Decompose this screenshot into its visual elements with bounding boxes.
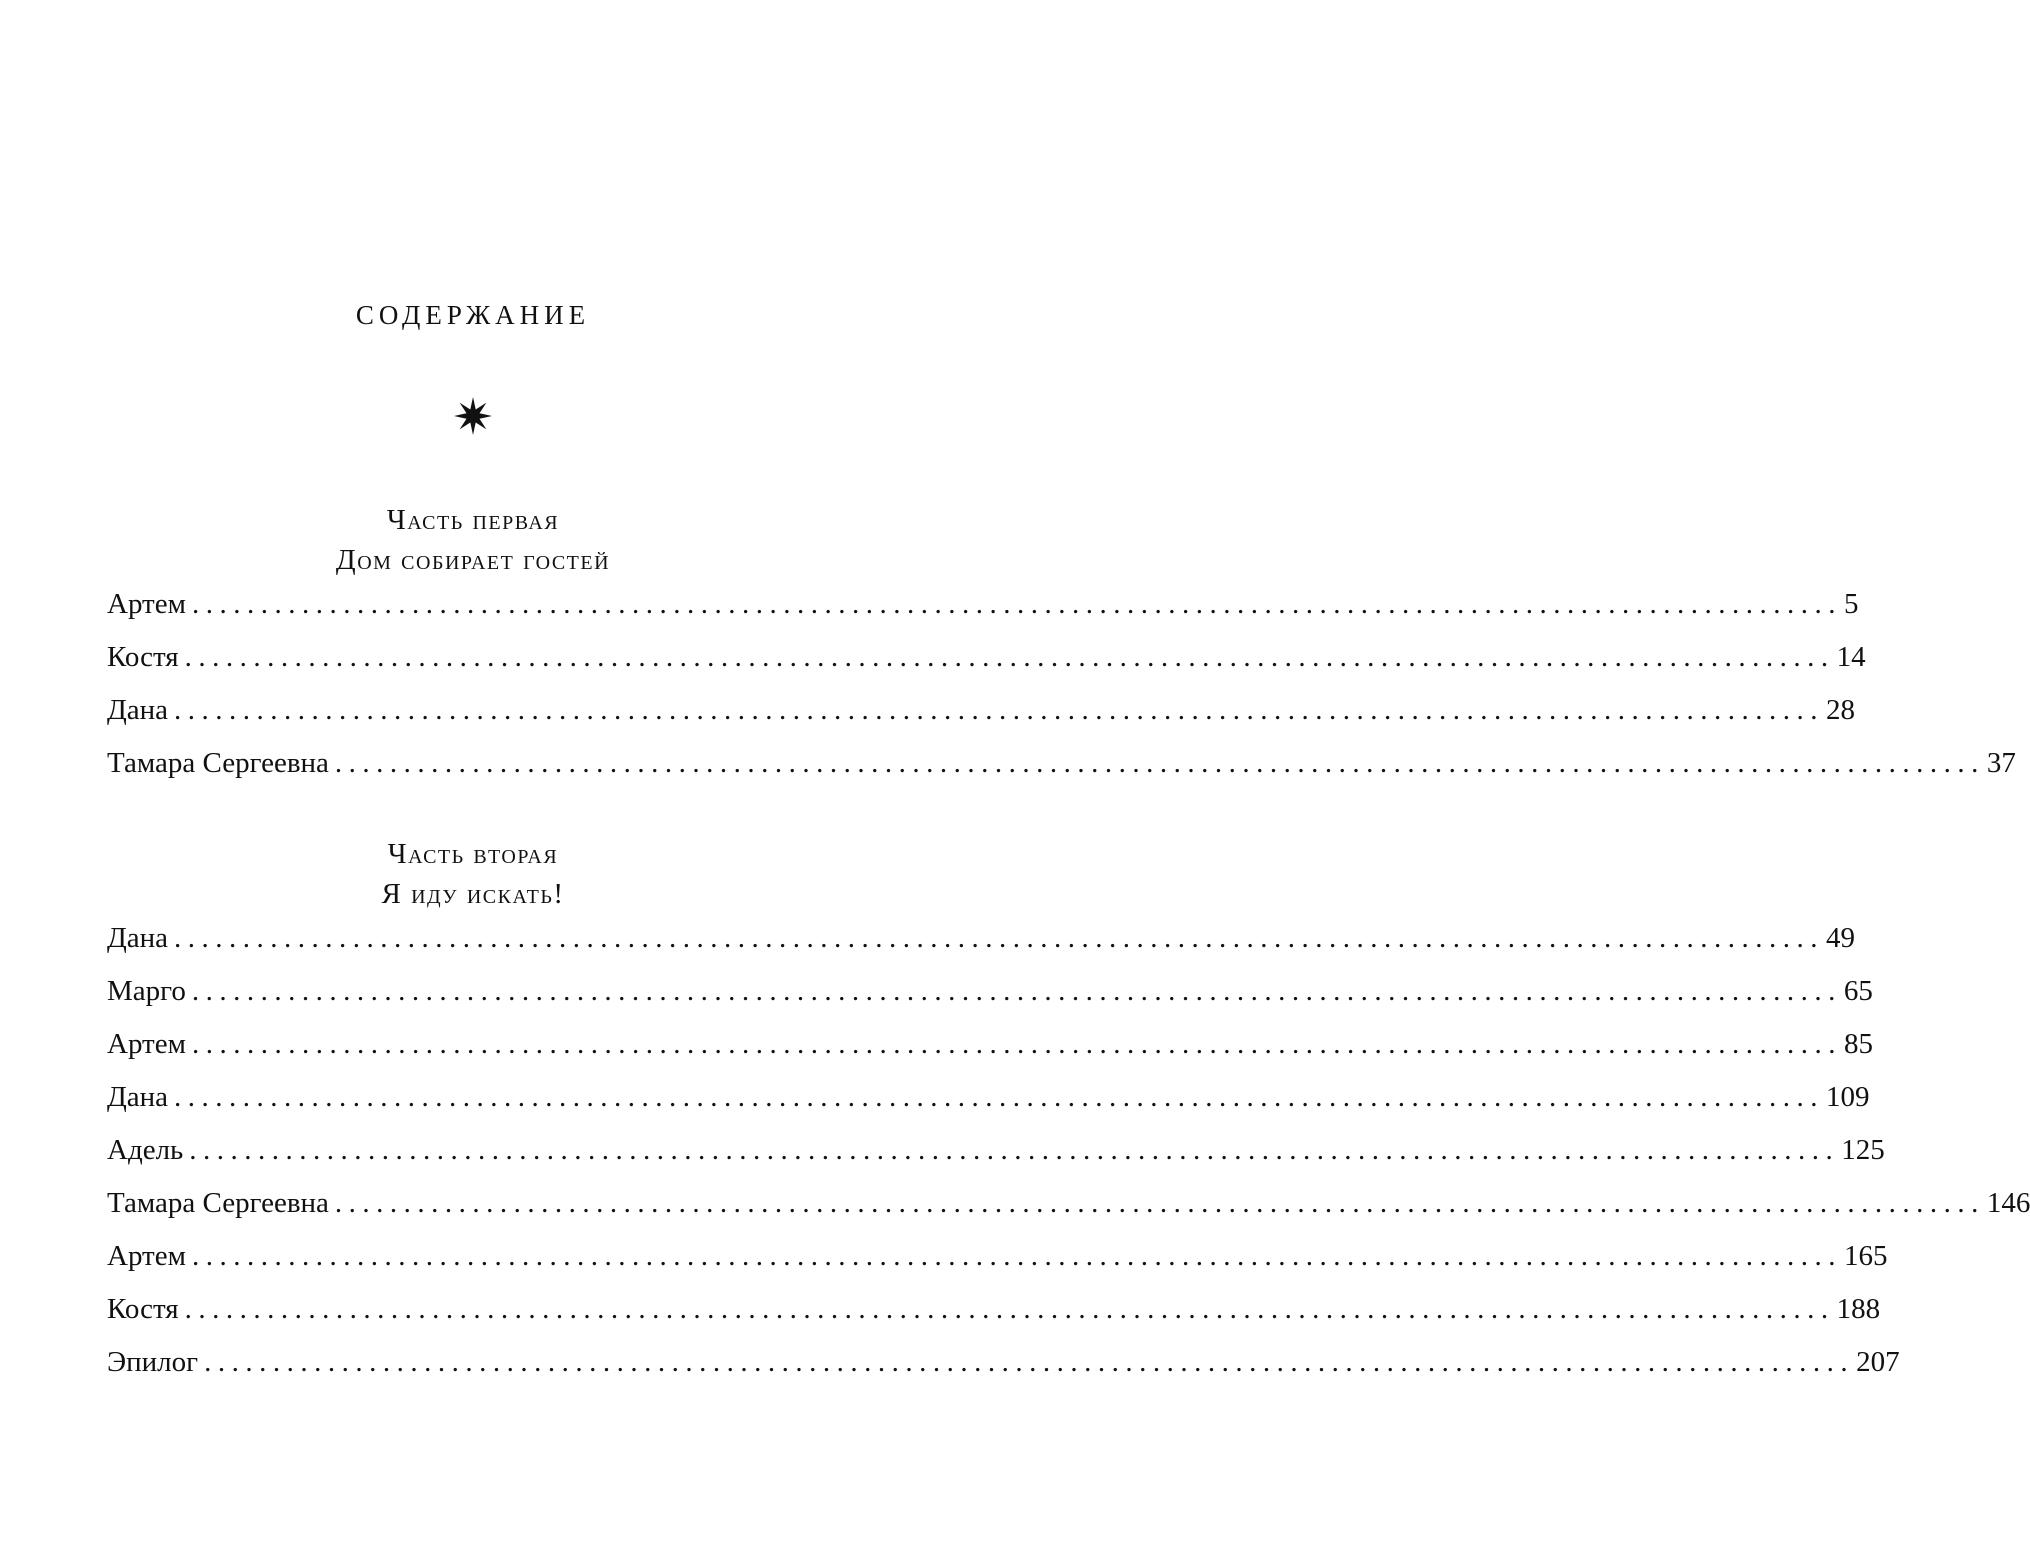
toc-leader-dots: ........................................................................................................................	[184, 641, 1835, 673]
toc-entry-title: Дана	[107, 1081, 169, 1113]
toc-entry[interactable]	[107, 1024, 1873, 1077]
toc-entry-page: 49	[1826, 922, 1856, 954]
toc-entry[interactable]	[107, 918, 1856, 971]
toc-leader-dots: ........................................................................................................................	[174, 694, 1825, 726]
toc-entry[interactable]	[107, 1077, 1870, 1130]
toc-leader-dots: ........................................................................................................................	[174, 1081, 1825, 1113]
toc-entry-page: 207	[1856, 1346, 1900, 1378]
toc-leader-dots: ........................................................................................................................	[184, 1293, 1835, 1325]
toc-entry-page: 5	[1843, 588, 1859, 620]
toc-entry[interactable]	[107, 1342, 1900, 1395]
toc-leader-dots: ........................................................................................................................	[334, 747, 1985, 779]
toc-entry-page: 188	[1836, 1293, 1881, 1325]
toc-entry-title: Адель	[107, 1134, 184, 1166]
toc-list	[107, 918, 2030, 1395]
toc-leader-dots: ........................................................................................................................	[334, 1187, 1985, 1219]
toc-entry[interactable]	[107, 637, 1866, 690]
toc-leader-dots: ........................................................................................................................	[204, 1346, 1855, 1378]
toc-entry-page: 28	[1826, 694, 1856, 726]
toc-entry-page: 85	[1843, 1028, 1873, 1060]
toc-entry-title: Артем	[107, 1240, 186, 1272]
toc-entry[interactable]	[107, 1183, 2030, 1236]
toc-entry-title: Дана	[107, 694, 169, 726]
toc-leader-dots: ........................................................................................................................	[174, 922, 1825, 954]
toc-entry[interactable]	[107, 584, 1859, 637]
toc-entry-page: 146	[1986, 1187, 2030, 1219]
toc-entry-title: Эпилог	[107, 1346, 199, 1378]
toc-entry-page: 165	[1843, 1240, 1888, 1272]
toc-entry-page: 37	[1986, 747, 2016, 779]
toc-leader-dots: ........................................................................................................................	[189, 1134, 1840, 1166]
part-heading	[0, 500, 946, 580]
part-heading	[0, 834, 946, 914]
toc-entry-title: Дана	[107, 922, 169, 954]
toc-entry-title: Костя	[107, 641, 179, 673]
toc-leader-dots: ........................................................................................................................	[191, 1028, 1842, 1060]
toc-leader-dots: ........................................................................................................................	[191, 1240, 1842, 1272]
toc-entry-page: 125	[1841, 1134, 1885, 1166]
toc-entry[interactable]	[107, 971, 1873, 1024]
toc-entry-title: Марго	[107, 975, 186, 1007]
toc-leader-dots: ........................................................................................................................	[191, 975, 1842, 1007]
toc-leader-dots: ........................................................................................................................	[191, 588, 1842, 620]
toc-entry[interactable]	[107, 1289, 1881, 1342]
page-title: содержание	[355, 291, 591, 333]
toc-entry[interactable]	[107, 1236, 1888, 1289]
part-number: Часть вторая	[387, 838, 559, 870]
part-title: Дом собирает гостей	[335, 544, 611, 576]
toc-entry-page: 14	[1836, 641, 1866, 673]
toc-entry[interactable]	[107, 690, 1856, 743]
toc-entry-page: 65	[1843, 975, 1873, 1007]
part-title: Я иду искать!	[381, 878, 565, 910]
eight-pointed-star-icon	[453, 396, 493, 436]
toc-entry-title: Тамара Сергеевна	[107, 1187, 329, 1219]
toc-entry-title: Артем	[107, 1028, 186, 1060]
toc-entry-title: Артем	[107, 588, 186, 620]
toc-entry-title: Костя	[107, 1293, 179, 1325]
toc-entry-title: Тамара Сергеевна	[107, 747, 329, 779]
toc-entry[interactable]	[107, 743, 2016, 796]
toc-entry-page: 109	[1826, 1081, 1870, 1113]
part-number: Часть первая	[386, 504, 560, 536]
toc-entry[interactable]	[107, 1130, 1885, 1183]
toc-list	[107, 584, 2016, 796]
